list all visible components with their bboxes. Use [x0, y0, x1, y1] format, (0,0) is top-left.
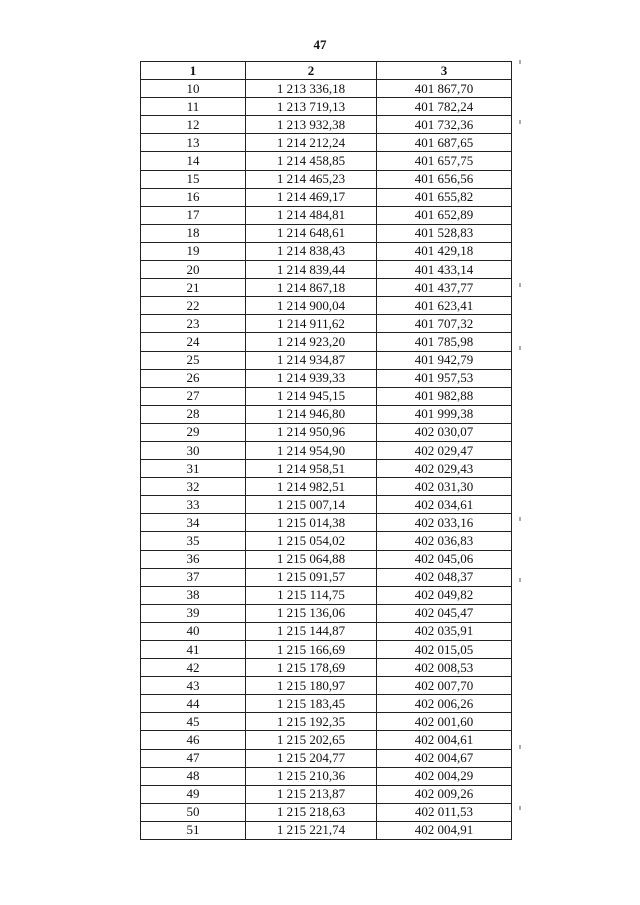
x-coordinate-cell: 1 215 192,35: [246, 713, 377, 731]
x-coordinate-cell: 1 214 958,51: [246, 460, 377, 478]
table-row: [141, 677, 512, 695]
table-row: [141, 279, 512, 297]
y-coordinate-cell: 402 004,67: [377, 749, 512, 767]
y-coordinate-cell: 401 652,89: [377, 206, 512, 224]
y-coordinate-cell: 402 004,29: [377, 767, 512, 785]
x-coordinate-cell: 1 215 091,57: [246, 568, 377, 586]
x-coordinate-cell: 1 215 064,88: [246, 550, 377, 568]
x-coordinate-cell: 1 215 007,14: [246, 496, 377, 514]
x-coordinate-cell: 1 213 719,13: [246, 98, 377, 116]
x-coordinate-cell: 1 214 982,51: [246, 478, 377, 496]
point-number-cell: 32: [141, 478, 246, 496]
point-number-cell: 44: [141, 695, 246, 713]
x-coordinate-cell: 1 214 484,81: [246, 206, 377, 224]
y-coordinate-cell: 401 707,32: [377, 315, 512, 333]
x-coordinate-cell: 1 215 166,69: [246, 641, 377, 659]
table-row: [141, 731, 512, 749]
point-number-cell: 27: [141, 387, 246, 405]
x-coordinate-cell: 1 215 218,63: [246, 803, 377, 821]
table-row: [141, 206, 512, 224]
x-coordinate-cell: 1 215 213,87: [246, 785, 377, 803]
table-row: [141, 261, 512, 279]
point-number-cell: 26: [141, 369, 246, 387]
scan-margin-mark: [519, 120, 521, 124]
x-coordinate-cell: 1 215 054,02: [246, 532, 377, 550]
scan-margin-mark: [519, 578, 521, 582]
y-coordinate-cell: 402 007,70: [377, 677, 512, 695]
y-coordinate-cell: 401 437,77: [377, 279, 512, 297]
y-coordinate-cell: 401 429,18: [377, 242, 512, 260]
x-coordinate-cell: 1 215 014,38: [246, 514, 377, 532]
y-coordinate-cell: 402 001,60: [377, 713, 512, 731]
table-row: [141, 98, 512, 116]
point-number-cell: 25: [141, 351, 246, 369]
table-row: [141, 532, 512, 550]
point-number-cell: 10: [141, 80, 246, 98]
table-row: [141, 496, 512, 514]
y-coordinate-cell: 401 867,70: [377, 80, 512, 98]
table-row: [141, 297, 512, 315]
x-coordinate-cell: 1 213 932,38: [246, 116, 377, 134]
x-coordinate-cell: 1 214 900,04: [246, 297, 377, 315]
y-coordinate-cell: 402 048,37: [377, 568, 512, 586]
table-row: [141, 351, 512, 369]
y-coordinate-cell: 402 045,06: [377, 550, 512, 568]
scan-margin-mark: [519, 283, 521, 287]
table-row: [141, 713, 512, 731]
y-coordinate-cell: 402 029,47: [377, 441, 512, 459]
x-coordinate-cell: 1 214 838,43: [246, 242, 377, 260]
table-row: [141, 369, 512, 387]
y-coordinate-cell: 402 015,05: [377, 641, 512, 659]
y-coordinate-cell: 401 732,36: [377, 116, 512, 134]
x-coordinate-cell: 1 215 183,45: [246, 695, 377, 713]
y-coordinate-cell: 402 034,61: [377, 496, 512, 514]
table-row: [141, 803, 512, 821]
page-number: 47: [313, 37, 327, 52]
scan-margin-mark: [519, 745, 521, 749]
point-number-cell: 23: [141, 315, 246, 333]
y-coordinate-cell: 401 656,56: [377, 170, 512, 188]
x-coordinate-cell: 1 215 210,36: [246, 767, 377, 785]
table-row: [141, 659, 512, 677]
table-row: [141, 622, 512, 640]
point-number-cell: 37: [141, 568, 246, 586]
x-coordinate-cell: 1 215 178,69: [246, 659, 377, 677]
point-number-cell: 24: [141, 333, 246, 351]
point-number-cell: 50: [141, 803, 246, 821]
table-row: [141, 550, 512, 568]
y-coordinate-cell: 401 999,38: [377, 405, 512, 423]
point-number-cell: 12: [141, 116, 246, 134]
point-number-cell: 21: [141, 279, 246, 297]
point-number-cell: 19: [141, 242, 246, 260]
x-coordinate-cell: 1 215 114,75: [246, 586, 377, 604]
table-row: [141, 188, 512, 206]
point-number-cell: 46: [141, 731, 246, 749]
table-row: [141, 460, 512, 478]
y-coordinate-cell: 401 433,14: [377, 261, 512, 279]
table-row: [141, 785, 512, 803]
y-coordinate-cell: 401 528,83: [377, 224, 512, 242]
column-header: 2: [246, 62, 377, 80]
x-coordinate-cell: 1 214 867,18: [246, 279, 377, 297]
coordinates-table: [140, 61, 512, 840]
y-coordinate-cell: 401 942,79: [377, 351, 512, 369]
point-number-cell: 31: [141, 460, 246, 478]
x-coordinate-cell: 1 214 465,23: [246, 170, 377, 188]
y-coordinate-cell: 402 008,53: [377, 659, 512, 677]
table-row: [141, 405, 512, 423]
x-coordinate-cell: 1 214 469,17: [246, 188, 377, 206]
scan-margin-mark: [519, 806, 521, 810]
x-coordinate-cell: 1 214 458,85: [246, 152, 377, 170]
y-coordinate-cell: 402 006,26: [377, 695, 512, 713]
table-row: [141, 333, 512, 351]
table-body: [141, 80, 512, 840]
y-coordinate-cell: 401 785,98: [377, 333, 512, 351]
y-coordinate-cell: 401 657,75: [377, 152, 512, 170]
table-row: [141, 242, 512, 260]
point-number-cell: 48: [141, 767, 246, 785]
point-number-cell: 11: [141, 98, 246, 116]
y-coordinate-cell: 402 004,61: [377, 731, 512, 749]
x-coordinate-cell: 1 215 136,06: [246, 604, 377, 622]
y-coordinate-cell: 401 655,82: [377, 188, 512, 206]
table-row: [141, 695, 512, 713]
y-coordinate-cell: 402 049,82: [377, 586, 512, 604]
point-number-cell: 49: [141, 785, 246, 803]
x-coordinate-cell: 1 215 204,77: [246, 749, 377, 767]
x-coordinate-cell: 1 214 934,87: [246, 351, 377, 369]
y-coordinate-cell: 402 011,53: [377, 803, 512, 821]
table-row: [141, 441, 512, 459]
x-coordinate-cell: 1 214 648,61: [246, 224, 377, 242]
y-coordinate-cell: 402 035,91: [377, 622, 512, 640]
point-number-cell: 36: [141, 550, 246, 568]
point-number-cell: 33: [141, 496, 246, 514]
point-number-cell: 20: [141, 261, 246, 279]
table-row: [141, 514, 512, 532]
y-coordinate-cell: 401 957,53: [377, 369, 512, 387]
x-coordinate-cell: 1 214 954,90: [246, 441, 377, 459]
scan-margin-mark: [519, 60, 521, 64]
y-coordinate-cell: 402 031,30: [377, 478, 512, 496]
y-coordinate-cell: 402 029,43: [377, 460, 512, 478]
table-row: [141, 387, 512, 405]
x-coordinate-cell: 1 213 336,18: [246, 80, 377, 98]
x-coordinate-cell: 1 214 946,80: [246, 405, 377, 423]
point-number-cell: 30: [141, 441, 246, 459]
point-number-cell: 14: [141, 152, 246, 170]
y-coordinate-cell: 402 033,16: [377, 514, 512, 532]
table-header-row: [141, 62, 512, 80]
point-number-cell: 16: [141, 188, 246, 206]
y-coordinate-cell: 402 045,47: [377, 604, 512, 622]
y-coordinate-cell: 402 030,07: [377, 423, 512, 441]
x-coordinate-cell: 1 215 221,74: [246, 821, 377, 839]
table-row: [141, 170, 512, 188]
table-row: [141, 641, 512, 659]
x-coordinate-cell: 1 214 911,62: [246, 315, 377, 333]
point-number-cell: 29: [141, 423, 246, 441]
x-coordinate-cell: 1 215 202,65: [246, 731, 377, 749]
table-row: [141, 423, 512, 441]
point-number-cell: 13: [141, 134, 246, 152]
column-header: 1: [141, 62, 246, 80]
y-coordinate-cell: 402 004,91: [377, 821, 512, 839]
table-row: [141, 749, 512, 767]
point-number-cell: 28: [141, 405, 246, 423]
table-row: [141, 767, 512, 785]
point-number-cell: 51: [141, 821, 246, 839]
point-number-cell: 35: [141, 532, 246, 550]
y-coordinate-cell: 401 982,88: [377, 387, 512, 405]
point-number-cell: 40: [141, 622, 246, 640]
table-row: [141, 586, 512, 604]
table-row: [141, 604, 512, 622]
point-number-cell: 17: [141, 206, 246, 224]
x-coordinate-cell: 1 215 180,97: [246, 677, 377, 695]
y-coordinate-cell: 402 009,26: [377, 785, 512, 803]
table-row: [141, 116, 512, 134]
y-coordinate-cell: 401 782,24: [377, 98, 512, 116]
point-number-cell: 15: [141, 170, 246, 188]
point-number-cell: 38: [141, 586, 246, 604]
point-number-cell: 43: [141, 677, 246, 695]
point-number-cell: 34: [141, 514, 246, 532]
x-coordinate-cell: 1 214 939,33: [246, 369, 377, 387]
x-coordinate-cell: 1 214 950,96: [246, 423, 377, 441]
y-coordinate-cell: 401 687,65: [377, 134, 512, 152]
table-row: [141, 315, 512, 333]
point-number-cell: 22: [141, 297, 246, 315]
y-coordinate-cell: 401 623,41: [377, 297, 512, 315]
point-number-cell: 47: [141, 749, 246, 767]
table-row: [141, 478, 512, 496]
point-number-cell: 18: [141, 224, 246, 242]
table-row: [141, 80, 512, 98]
point-number-cell: 45: [141, 713, 246, 731]
table-row: [141, 821, 512, 839]
table-row: [141, 152, 512, 170]
y-coordinate-cell: 402 036,83: [377, 532, 512, 550]
x-coordinate-cell: 1 215 144,87: [246, 622, 377, 640]
x-coordinate-cell: 1 214 212,24: [246, 134, 377, 152]
column-header: 3: [377, 62, 512, 80]
x-coordinate-cell: 1 214 839,44: [246, 261, 377, 279]
table-row: [141, 134, 512, 152]
point-number-cell: 41: [141, 641, 246, 659]
scan-margin-mark: [519, 346, 521, 350]
scan-margin-mark: [519, 517, 521, 521]
table-row: [141, 568, 512, 586]
point-number-cell: 39: [141, 604, 246, 622]
x-coordinate-cell: 1 214 945,15: [246, 387, 377, 405]
point-number-cell: 42: [141, 659, 246, 677]
table-row: [141, 224, 512, 242]
x-coordinate-cell: 1 214 923,20: [246, 333, 377, 351]
